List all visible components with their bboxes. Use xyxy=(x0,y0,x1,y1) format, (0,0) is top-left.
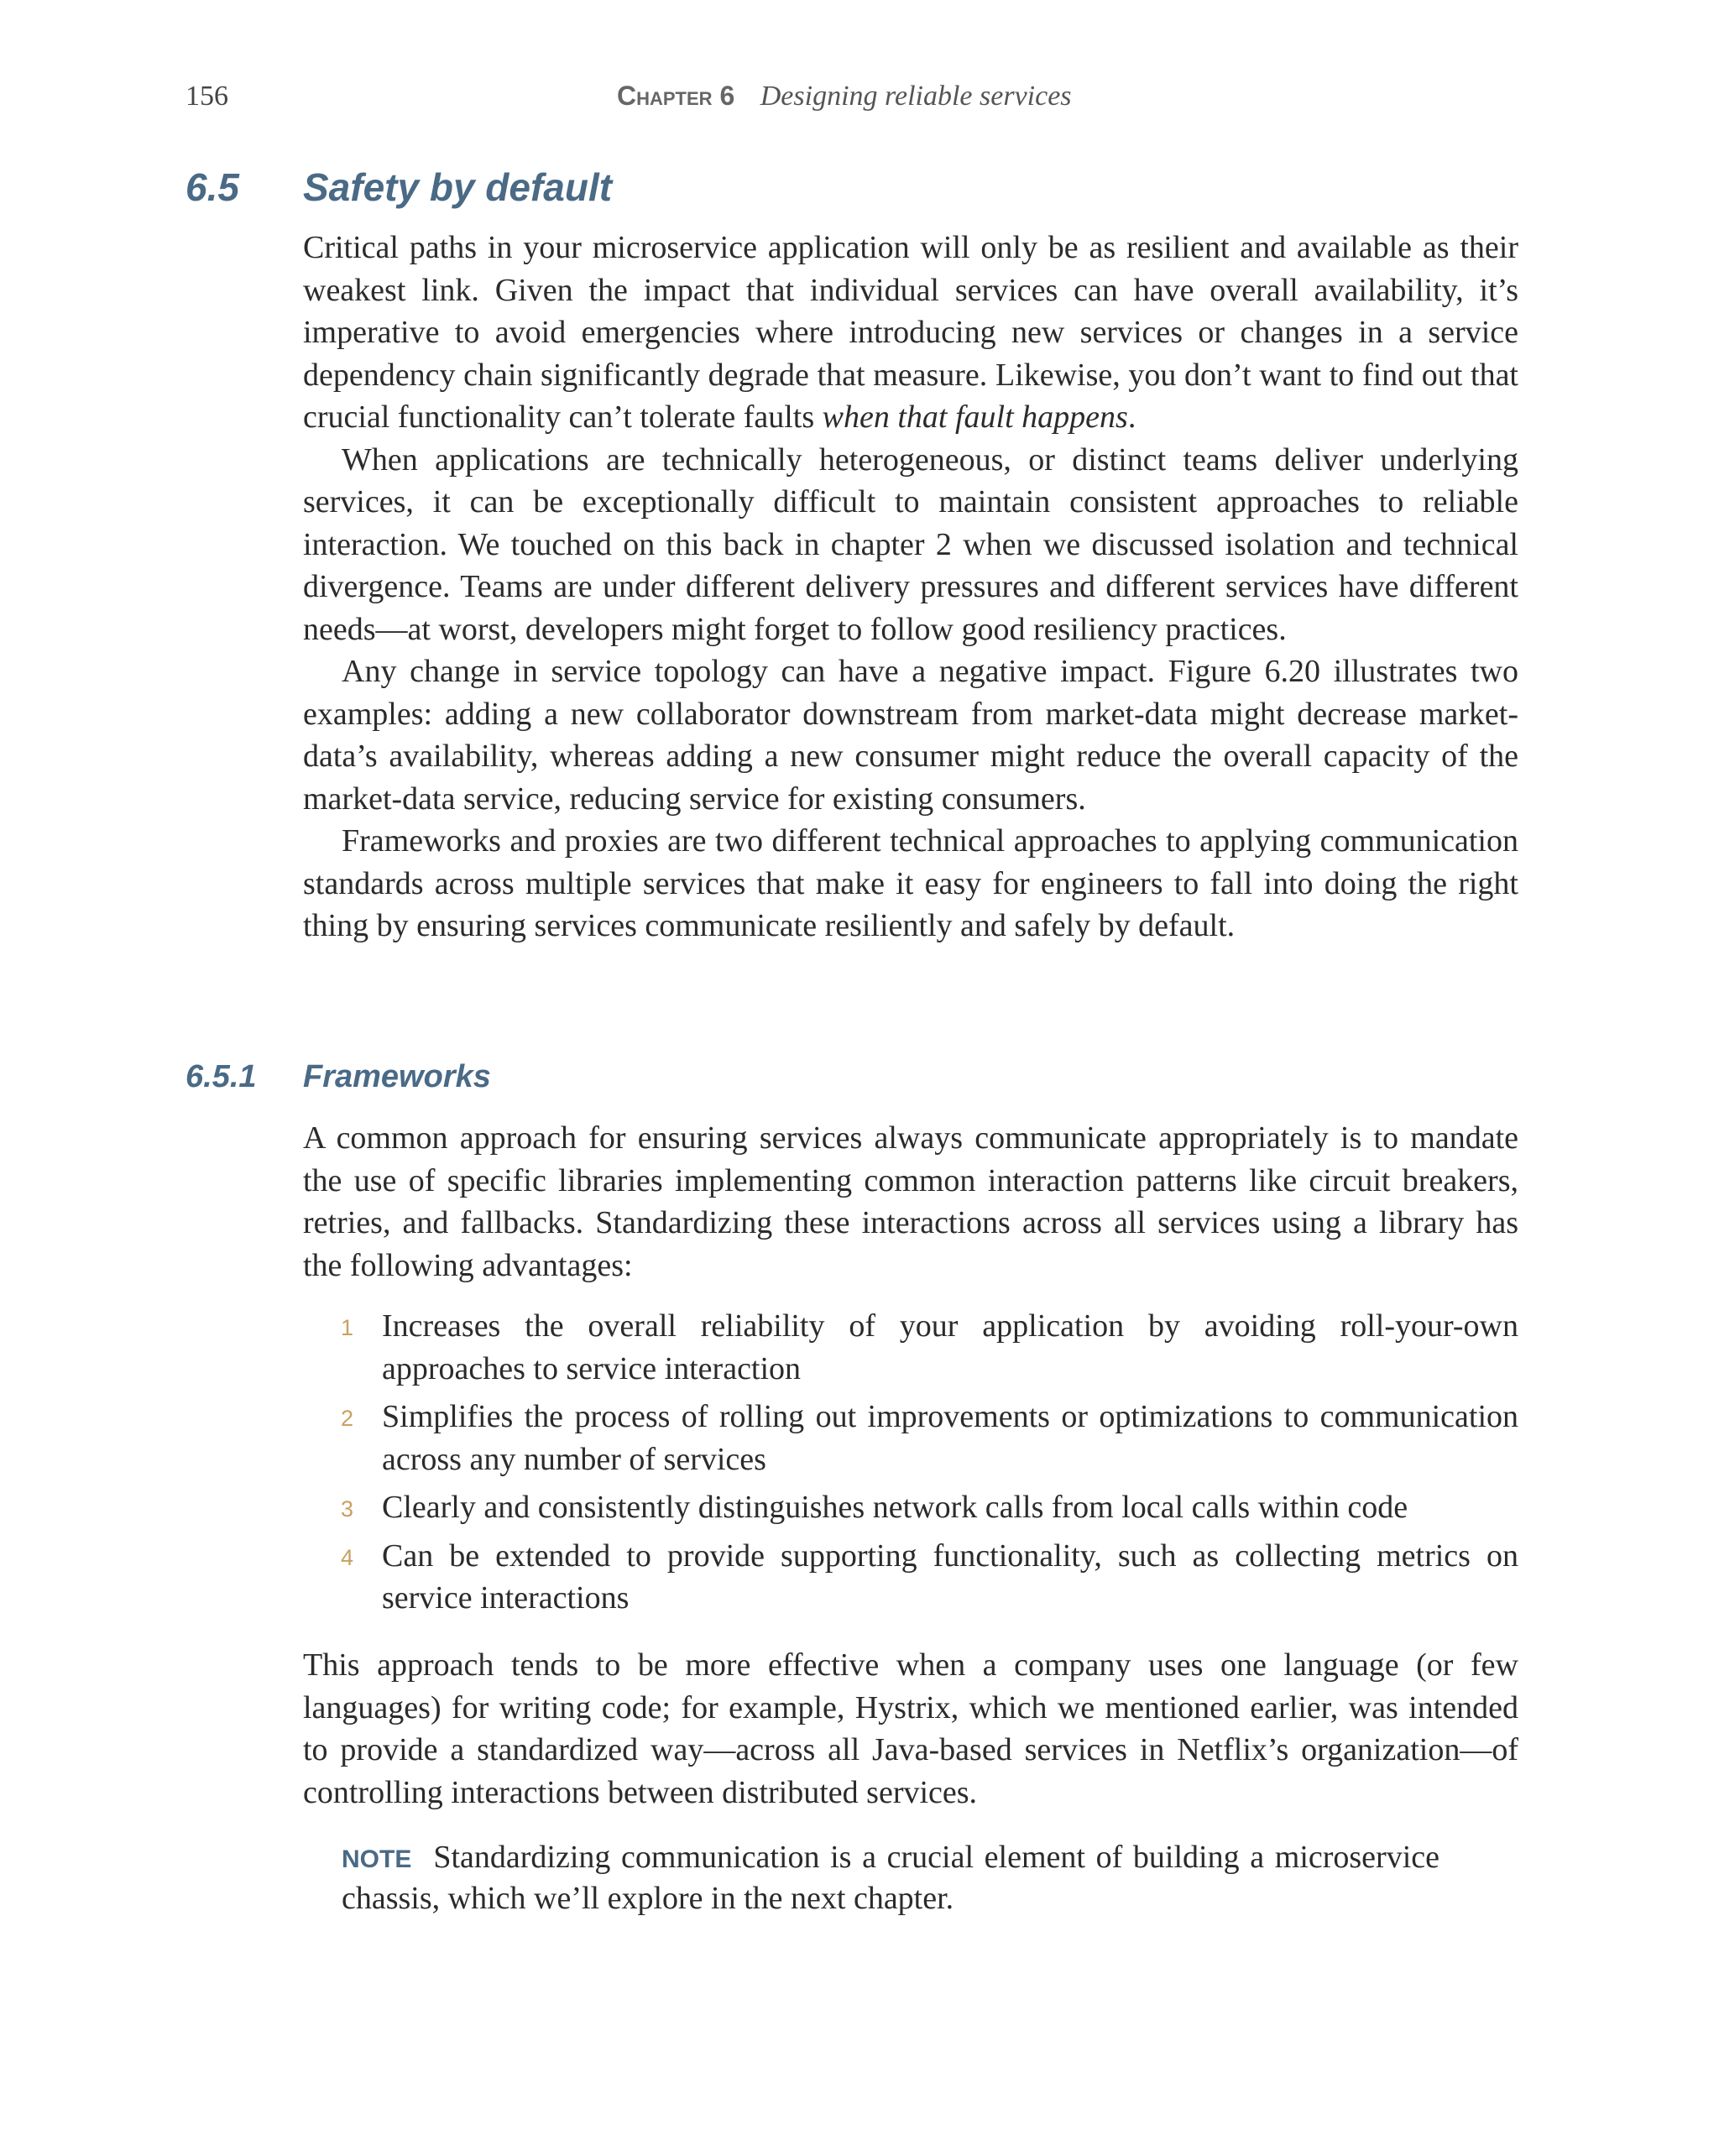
running-header xyxy=(0,81,1719,121)
list-item-text: Can be extended to provide supporting functionality, such as collecting metrics on service interactions xyxy=(382,1537,1518,1616)
paragraph-1 xyxy=(303,227,1518,439)
running-head xyxy=(617,81,1072,112)
list-item xyxy=(303,1535,1518,1620)
list-item-number: 4 xyxy=(341,1544,354,1570)
note-box xyxy=(342,1838,1439,1918)
section-body xyxy=(303,227,1518,947)
paragraph-3: Any change in service topology can have a negative impact. Figure 6.20 illustrates two examples: adding a new collaborator downstream from market-data might decrease market-data’s availability, whereas adding a new consumer might reduce the overall capacity of the market-data service, reducing service for existing consumers. xyxy=(303,654,1518,817)
paragraph-2: When applications are technically heterogeneous, or distinct teams deliver underlying services, it can be exceptionally difficult to maintain consistent approaches to reliable interaction. We touched on this back in chapter 2 when we discussed isolation and technical divergence. Teams are under different delivery pressures and different services have different needs—at worst, developers might forget to follow good resiliency practices. xyxy=(303,441,1518,647)
closing-body xyxy=(303,1644,1518,1814)
paragraph-1-emphasis: when that fault happens xyxy=(822,399,1128,435)
paragraph-4: Frameworks and proxies are two different technical approaches to applying communication standards across multiple services that make it easy for engineers to fall into doing the right thing by ensuring services communicate resiliently and safely by default. xyxy=(303,823,1518,943)
list-item-text: Increases the overall reliability of your application by avoiding roll-your-own approaches to service interaction xyxy=(382,1308,1518,1386)
list-item-text: Simplifies the process of rolling out improvements or optimizations to communication across any number of services xyxy=(382,1399,1518,1477)
subsection-number: 6.5.1 xyxy=(185,1059,257,1094)
intro-paragraph: A common approach for ensuring services always communicate appropriately is to mandate the use of specific libraries implementing common interaction patterns like circuit breakers, retries, and fallbacks. Standardizing these interactions across all services using a library has the following advantages: xyxy=(303,1120,1518,1283)
list-item-number: 1 xyxy=(341,1315,354,1340)
paragraph-1-end: . xyxy=(1127,399,1136,435)
list-item xyxy=(303,1396,1518,1480)
paragraph-1-text: Critical paths in your microservice application will only be as resilient and available as their weakest link. Given the impact that individual services can have overall availability, it’s imperative to avoid emergencies where introducing new services or changes in a service dependency chain significantly degrade that measure. Likewise, you don’t want to find out that crucial functionality can’t tolerate faults xyxy=(303,230,1518,435)
list-item-text: Clearly and consistently distinguishes network calls from local calls within code xyxy=(382,1490,1408,1525)
note-label: NOTE xyxy=(342,1845,412,1873)
note-text: Standardizing communication is a crucial element of building a microservice chassis, which we’ll explore in the next chapter. xyxy=(342,1840,1439,1916)
subsection-title: Frameworks xyxy=(303,1059,491,1094)
subsection-intro xyxy=(303,1117,1518,1287)
advantages-list xyxy=(303,1305,1518,1626)
list-item-number: 2 xyxy=(341,1406,354,1431)
section-number: 6.5 xyxy=(185,165,239,209)
closing-paragraph: This approach tends to be more effective when a company uses one language (or few languages) for writing code; for example, Hystrix, which we mentioned earlier, was intended to provide a standardized way—across all Java-based services in Netflix’s organization—of controlling interactions between distributed services. xyxy=(303,1647,1518,1810)
list-item xyxy=(303,1486,1518,1529)
list-item xyxy=(303,1305,1518,1390)
section-title: Safety by default xyxy=(303,165,613,209)
chapter-title: Designing reliable services xyxy=(760,81,1072,112)
chapter-label: Chapter 6 xyxy=(617,81,735,111)
list-item-number: 3 xyxy=(341,1496,354,1522)
page-number: 156 xyxy=(185,81,228,112)
